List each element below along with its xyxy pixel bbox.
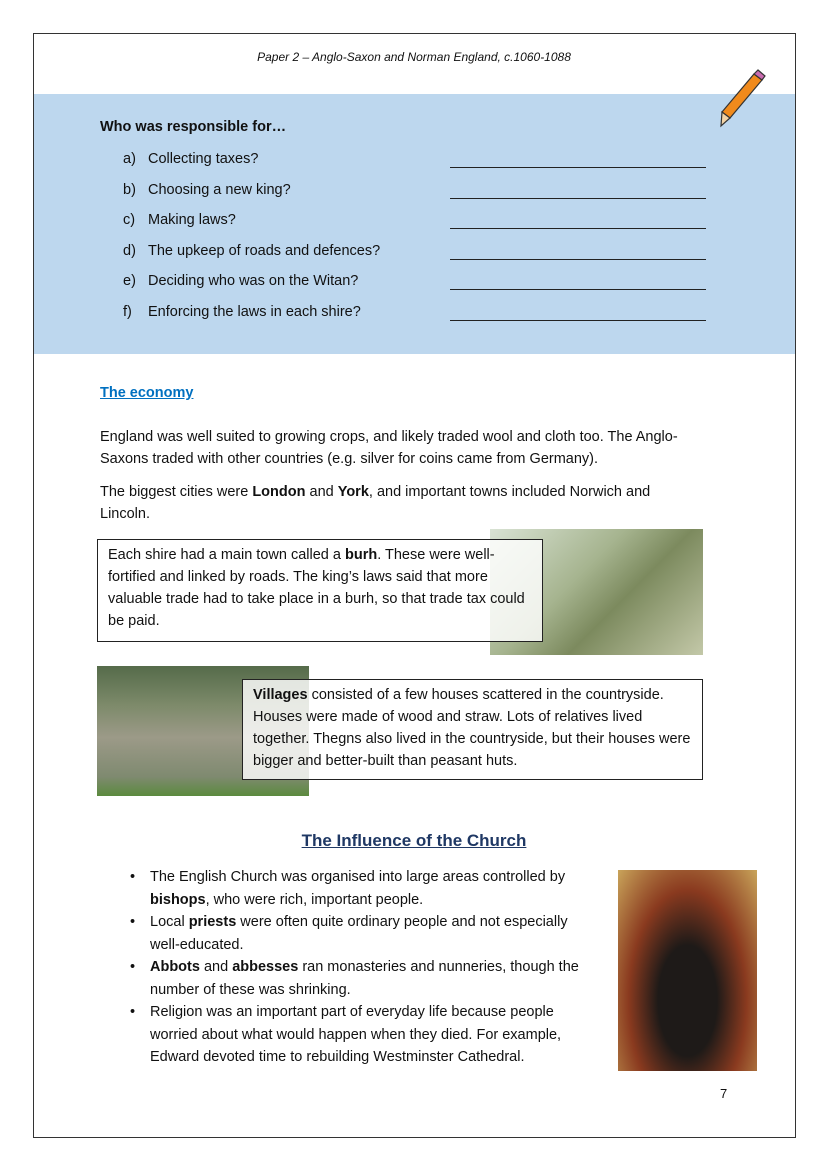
question-letter: c) xyxy=(123,212,136,229)
question-text: Enforcing the laws in each shire? xyxy=(148,304,361,320)
question-text: Deciding who was on the Witan? xyxy=(148,273,359,290)
villages-textbox: Villages consisted of a few houses scattered in the countryside. Houses were made of wood and straw. Lots of relatives lived together. Thegns also lived in the countryside, but their houses were bigger and better-built than peasant huts. xyxy=(242,679,703,780)
question-letter: a) xyxy=(123,151,136,167)
answer-line[interactable] xyxy=(450,289,706,290)
list-item: • The English Church was organised into large areas controlled by bishops, who were rich, important people. xyxy=(130,866,600,911)
quiz-title: Who was responsible for… xyxy=(100,119,287,135)
monks-manuscript-image xyxy=(618,870,757,1071)
question-text: Choosing a new king? xyxy=(148,181,291,198)
burh-textbox: Each shire had a main town called a burh. These were well-fortified and linked by roads. The king’s laws said that more valuable trade had to take place in a burh, so that trade tax could be paid. xyxy=(97,539,543,642)
page-number: 7 xyxy=(720,1086,728,1101)
list-item: • Abbots and abbesses ran monasteries and nunneries, though the number of these was shrinking. xyxy=(130,956,600,1001)
answer-line[interactable] xyxy=(450,259,706,260)
question-letter: d) xyxy=(123,242,136,259)
economy-heading: The economy xyxy=(100,385,194,401)
list-item: • Religion was an important part of everyday life because people worried about what would happen when they died. For example, Edward devoted time to rebuilding Westminster Cathedral. xyxy=(130,1001,600,1069)
church-heading: The Influence of the Church xyxy=(301,831,527,850)
page-header: Paper 2 – Anglo-Saxon and Norman England, c.1060-1088 xyxy=(257,50,571,64)
church-bullets xyxy=(130,866,600,1069)
answer-line[interactable] xyxy=(450,228,706,229)
answer-line[interactable] xyxy=(450,167,706,168)
economy-paragraph: England was well suited to growing crops, and likely traded wool and cloth too. The Anglo-Saxons traded with other countries (e.g. silver for coins came from Germany). xyxy=(100,429,678,467)
question-text: Collecting taxes? xyxy=(148,151,259,167)
question-text: The upkeep of roads and defences? xyxy=(148,242,381,259)
answer-line[interactable] xyxy=(450,198,706,199)
question-text: Making laws? xyxy=(148,212,236,229)
list-item: • Local priests were often quite ordinary people and not especially well-educated. xyxy=(130,911,600,956)
question-letter: f) xyxy=(123,304,132,320)
question-letter: b) xyxy=(123,181,136,198)
answer-line[interactable] xyxy=(450,320,706,321)
pencil-icon xyxy=(718,68,768,130)
question-letter: e) xyxy=(123,273,136,290)
cities-paragraph: The biggest cities were London and York, and important towns included Norwich and Lincoln. xyxy=(100,484,651,522)
